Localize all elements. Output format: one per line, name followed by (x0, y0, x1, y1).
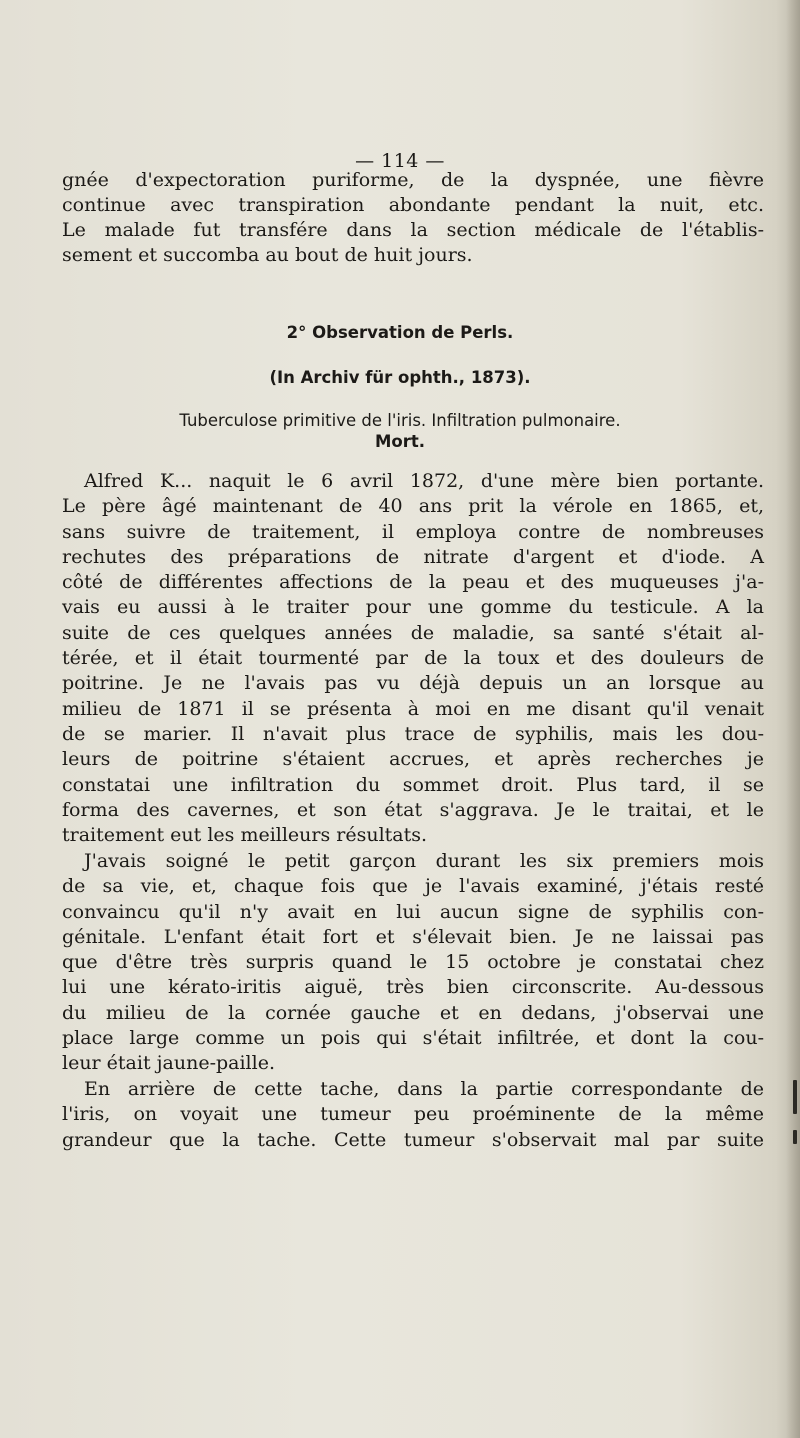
text-line: vais eu aussi à le traiter pour une gomme du testicule. A la (62, 596, 764, 619)
observation-source: (In Archiv für ophth., 1873). (269, 368, 531, 387)
text-line: l'iris, on voyait une tumeur peu proéminente de la même (62, 1103, 764, 1126)
text-line: Alfred K... naquit le 6 avril 1872, d'une mère bien portante. (84, 470, 764, 492)
text-line: continue avec transpiration abondante pendant la nuit, etc. (62, 194, 764, 216)
text-line: forma des cavernes, et son état s'aggrava. Je le traitai, et le (62, 798, 764, 821)
text-line: En arrière de cette tache, dans la partie correspondante de (84, 1078, 764, 1100)
text-line: grandeur que la tache. Cette tumeur s'observait mal par suite (62, 1128, 764, 1151)
text-line: lui une kérato-iritis aiguë, très bien circonscrite. Au-dessous (62, 976, 764, 999)
text-line: du milieu de la cornée gauche et en dedans, j'observai une (62, 1001, 764, 1024)
observation-subtitle-text: Tuberculose primitive de l'iris. Infiltration pulmonaire. (179, 411, 621, 430)
paragraph-3 (62, 1077, 764, 1153)
edge-ink-mark (793, 1130, 797, 1144)
text-line: sans suivre de traitement, il employa contre de nombreuses (62, 520, 764, 543)
text-line: milieu de 1871 il se présenta à moi en me disant qu'il venait (62, 697, 764, 720)
edge-ink-mark (793, 1080, 797, 1114)
page-number: — 114 — (355, 150, 445, 172)
text-line: térée, et il était tourmenté par de la toux et des douleurs de (62, 647, 764, 670)
text-line: que d'être très surpris quand le 15 octobre je constatai chez (62, 951, 764, 974)
text-line: constatai une infiltration du sommet droit. Plus tard, il se (62, 773, 764, 796)
text-line: de sa vie, et, chaque fois que je l'avais examiné, j'étais resté (62, 875, 764, 898)
text-line: place large comme un pois qui s'était infiltrée, et dont la cou- (62, 1027, 764, 1050)
text-line: suite de ces quelques années de maladie, sa santé s'était al- (62, 621, 764, 644)
text-line: leurs de poitrine s'étaient accrues, et après recherches je (62, 748, 764, 771)
text-line: leur était jaune-paille. (62, 1052, 275, 1075)
text-line: côté de différentes affections de la peau et des muqueuses j'a- (62, 571, 764, 594)
observation-title: 2° Observation de Perls. (286, 323, 514, 342)
observation-subtitle-line2: Mort. (374, 432, 426, 451)
text-line: J'avais soigné le petit garçon durant les six premiers mois (84, 850, 764, 872)
text-line: sement et succomba au bout de huit jours. (62, 244, 473, 266)
text-line: traitement eut les meilleurs résultats. (62, 824, 428, 847)
text-line: Le père âgé maintenant de 40 ans prit la vérole en 1865, et, (62, 495, 764, 518)
text-line: poitrine. Je ne l'avais pas vu déjà depuis un an lorsque au (62, 672, 764, 695)
page-edge-shadow (786, 0, 800, 1438)
observation-subtitle-line1 (0, 411, 800, 430)
paragraph-1 (62, 469, 764, 848)
text-line: Le malade fut transfére dans la section médicale de l'établis- (62, 219, 764, 241)
text-line: rechutes des préparations de nitrate d'argent et d'iode. A (62, 545, 764, 568)
text-line: de se marier. Il n'avait plus trace de syphilis, mais les dou- (62, 722, 764, 745)
text-line: gnée d'expectoration puriforme, de la dyspnée, une fièvre (62, 169, 764, 191)
text-line: convaincu qu'il n'y avait en lui aucun signe de syphilis con- (62, 900, 764, 923)
text-line: génitale. L'enfant était fort et s'élevait bien. Je ne laissai pas (62, 925, 764, 948)
continuation-text (62, 168, 764, 268)
paragraph-2 (62, 849, 764, 1077)
